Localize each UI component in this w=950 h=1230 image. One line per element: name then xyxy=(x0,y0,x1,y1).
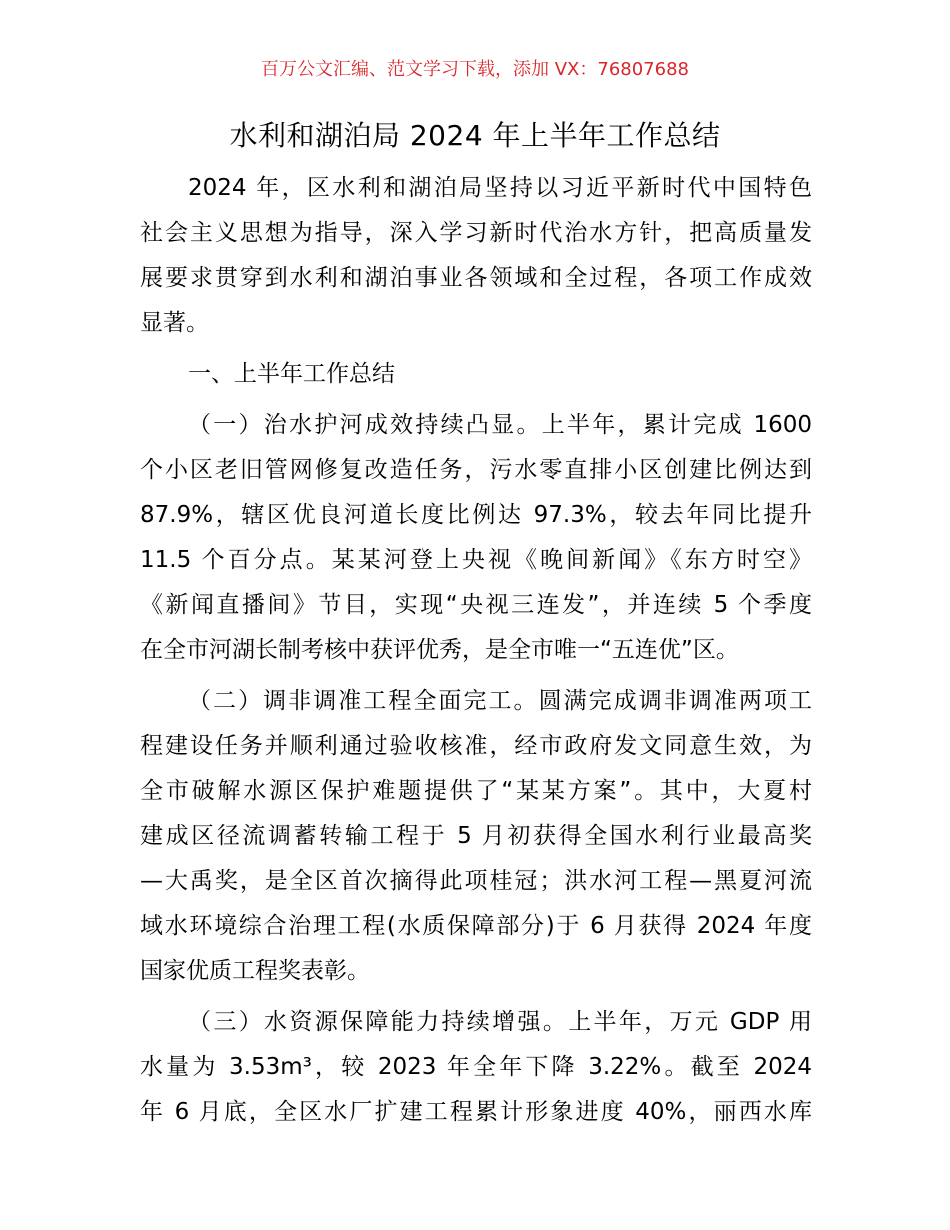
text-line: 显著。 xyxy=(140,310,209,336)
document-title: 水利和湖泊局 2024 年上半年工作总结 xyxy=(229,119,721,152)
intro-paragraph xyxy=(140,166,812,346)
text-line: 在全市河湖长制考核中获评优秀，是全市唯一“五连优”区。 xyxy=(140,637,739,663)
text-line: 水量为 3.53m³，较 2023 年全年下降 3.22%。截至 2024 xyxy=(140,1054,812,1080)
text-line: 年 6 月底，全区水厂扩建工程累计形象进度 40%，丽西水库 xyxy=(140,1099,812,1125)
document-body xyxy=(140,166,812,1135)
text-line: 2024 年，区水利和湖泊局坚持以习近平新时代中国特色 xyxy=(188,175,812,201)
text-line: 87.9%，辖区优良河道长度比例达 97.3%，较去年同比提升 xyxy=(140,502,812,528)
paragraph-water-governance xyxy=(140,403,812,673)
paragraph-project-completion xyxy=(140,679,812,994)
text-line: 展要求贯穿到水利和湖泊事业各领域和全过程，各项工作成效 xyxy=(140,265,812,291)
text-line: 程建设任务并顺利通过验收核准，经市政府发文同意生效，为 xyxy=(140,733,812,759)
text-line: —大禹奖，是全区首次摘得此项桂冠；洪水河工程—黑夏河流 xyxy=(140,868,812,894)
text-line: （一）治水护河成效持续凸显。上半年，累计完成 1600 xyxy=(188,412,812,438)
paragraph-water-resources xyxy=(140,1000,812,1135)
text-line: （三）水资源保障能力持续增强。上半年，万元 GDP 用 xyxy=(188,1009,812,1035)
text-line: 全市破解水源区保护难题提供了“某某方案”。其中，大夏村 xyxy=(140,778,812,804)
text-line: 建成区径流调蓄转输工程于 5 月初获得全国水利行业最高奖 xyxy=(140,823,812,849)
text-line: 社会主义思想为指导，深入学习新时代治水方针，把高质量发 xyxy=(140,220,812,246)
text-line: 11.5 个百分点。某某河登上央视《晚间新闻》《东方时空》 xyxy=(140,547,812,573)
text-line: 个小区老旧管网修复改造任务，污水零直排小区创建比例达到 xyxy=(140,457,812,483)
text-line: 国家优质工程奖表彰。 xyxy=(140,958,370,984)
section-heading: 一、上半年工作总结 xyxy=(188,361,395,387)
text-line: 域水环境综合治理工程(水质保障部分)于 6 月获得 2024 年度 xyxy=(140,913,812,939)
text-line: 《新闻直播间》节目，实现“央视三连发”，并连续 5 个季度 xyxy=(140,592,812,618)
watermark-text: 百万公文汇编、范文学习下载，添加 VX：76807688 xyxy=(261,59,689,80)
text-line: （二）调非调准工程全面完工。圆满完成调非调准两项工 xyxy=(188,688,812,714)
